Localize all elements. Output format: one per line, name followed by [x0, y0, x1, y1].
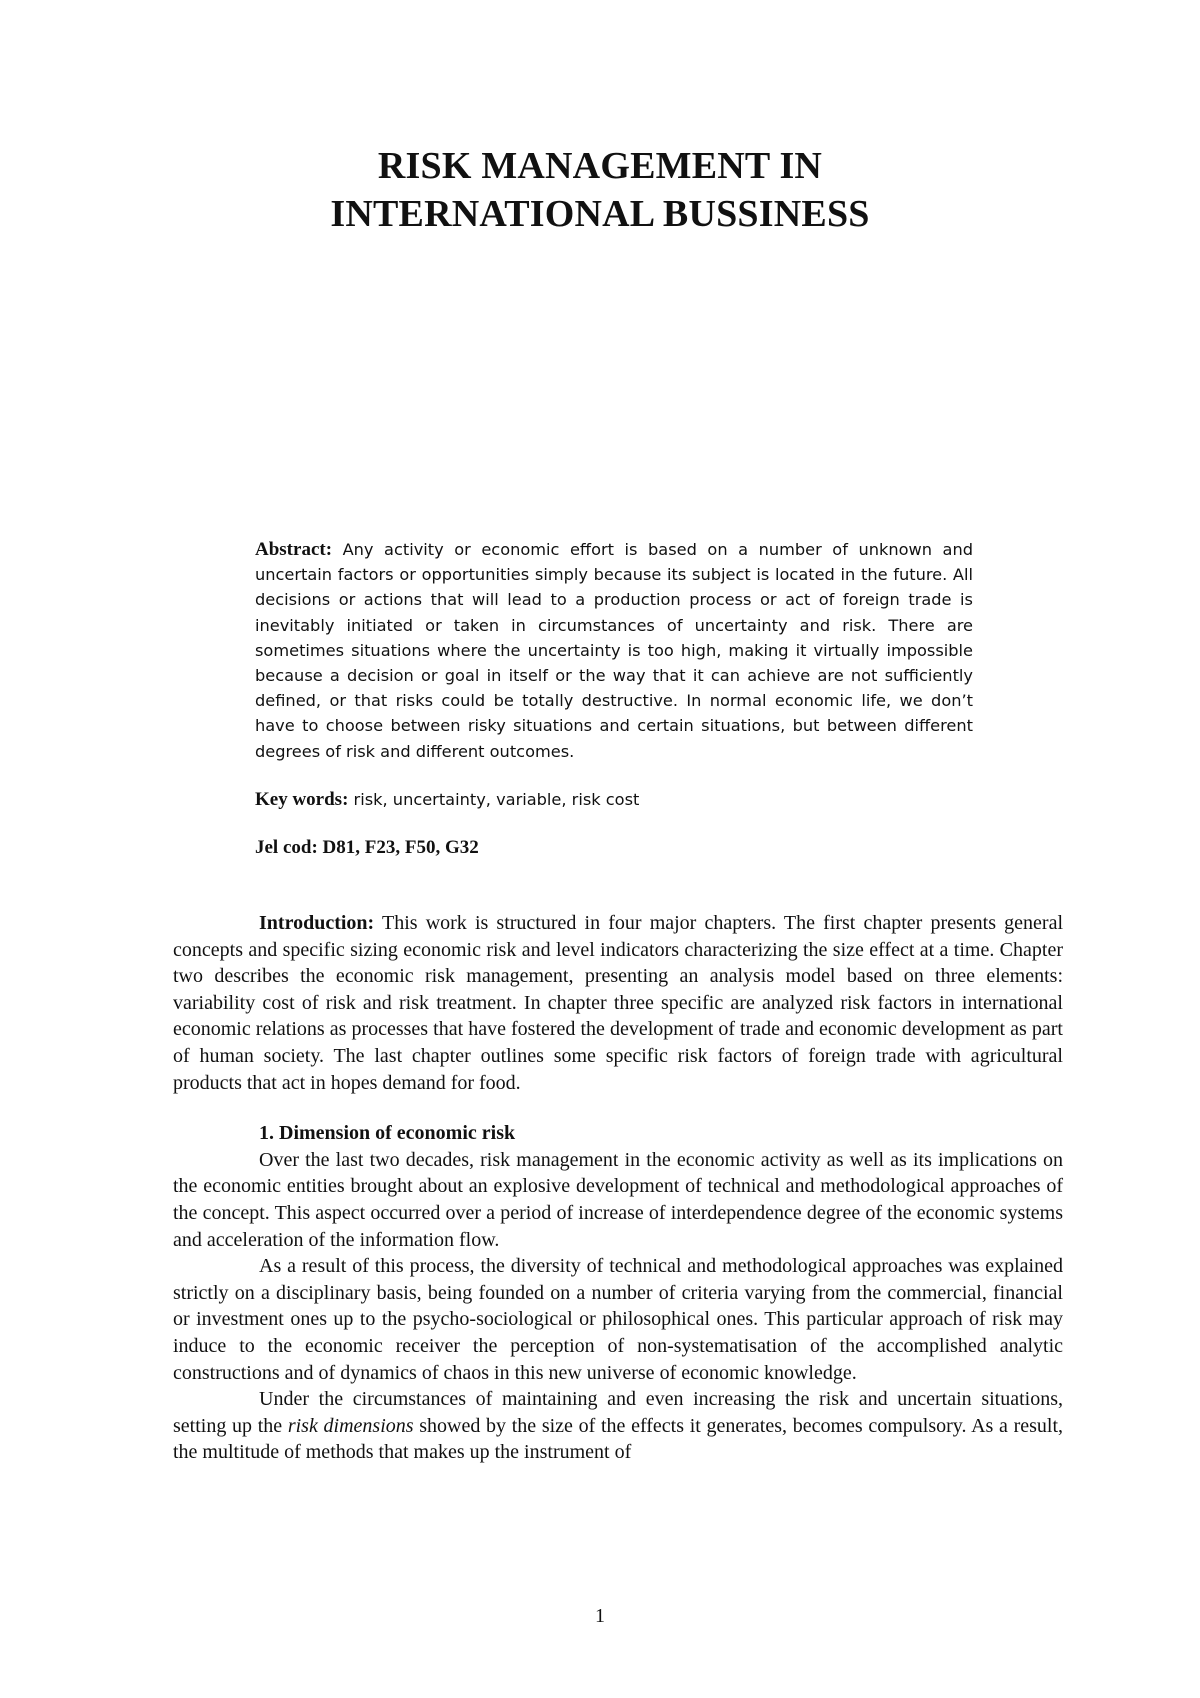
section-heading: 1. Dimension of economic risk: [259, 1122, 516, 1145]
title-line-1: RISK MANAGEMENT IN: [377, 145, 823, 187]
keywords-paragraph: [255, 787, 973, 812]
section-paragraph-2: As a result of this process, the diversity of technical and methodological approaches was explained strictly on a disciplinary basis, being founded on a number of criteria varying from the commercial, financial or investment ones up to the psycho-sociological or philosophical ones. This particular approach of risk may induce to the economic receiver the perception of non-systematisation of the accomplished analytic constructions and of dynamics of chaos in this new universe of economic knowledge.: [173, 1255, 1063, 1384]
keywords-label: Key words:: [255, 788, 349, 810]
body-text: [173, 910, 1063, 1466]
para3-end: showed by the size of the effects it generates, becomes compulsory. As a result, the multitude of methods that makes up the instrument of: [173, 1414, 1064, 1464]
jel-codes: D81, F23, F50, G32: [317, 837, 479, 859]
section-paragraph-3: [173, 1386, 1063, 1466]
title-line-2: INTERNATIONAL BUSSINESS: [330, 193, 870, 235]
introduction-label: Introduction:: [259, 912, 375, 934]
introduction-text: This work is structured in four major chapters. The first chapter presents general concepts and specific sizing economic risk and level indicators characterizing the size effect at a time. Chapter two describes the economic risk management, presenting an analysis model based on three elements: variability cost of risk and risk treatment. In chapter three specific are analyzed risk factors in international economic relations as processes that have fostered the development of trade and economic development as part of human society. The last chapter outlines some specific risk factors of foreign trade with agricultural products that act in hopes demand for food.: [173, 912, 1063, 1094]
abstract-label: Abstract:: [255, 539, 333, 560]
paper-title: [0, 142, 1200, 238]
introduction-paragraph: [173, 910, 1063, 1096]
section-paragraph-1: Over the last two decades, risk management in the economic activity as well as its implications on the economic entities brought about an explosive development of technical and methodological approaches of the concept. This aspect occurred over a period of increase of interdependence degree of the economic systems and acceleration of the information flow.: [173, 1148, 1063, 1251]
keywords-text: risk, uncertainty, variable, risk cost: [348, 789, 640, 809]
abstract-paragraph: [255, 537, 973, 764]
abstract-text: Any activity or economic effort is based on a number of unknown and uncertain factors or opportunities simply because its subject is located in the future. All decisions or actions that will lead to a production process or act of foreign trade is inevitably initiated or taken in circumstances of uncertainty and risk. There are sometimes situations where the uncertainty is too high, making it virtually impossible because a decision or goal in itself or the way that it can achieve are not sufficiently defined, or that risks could be totally destructive. In normal economic life, we don’t have to choose between risky situations and certain situations, but between different degrees of risk and different outcomes.: [255, 540, 973, 761]
page-number: 1: [595, 1605, 605, 1627]
jel-label: Jel cod:: [255, 837, 318, 859]
abstract-section: [255, 537, 973, 860]
para3-emphasis: risk dimensions: [287, 1414, 414, 1437]
para3-start: Under the circumstances of maintaining and even increasing the risk and uncertain situations, setting up the: [173, 1388, 1063, 1437]
jel-paragraph: [255, 835, 973, 860]
